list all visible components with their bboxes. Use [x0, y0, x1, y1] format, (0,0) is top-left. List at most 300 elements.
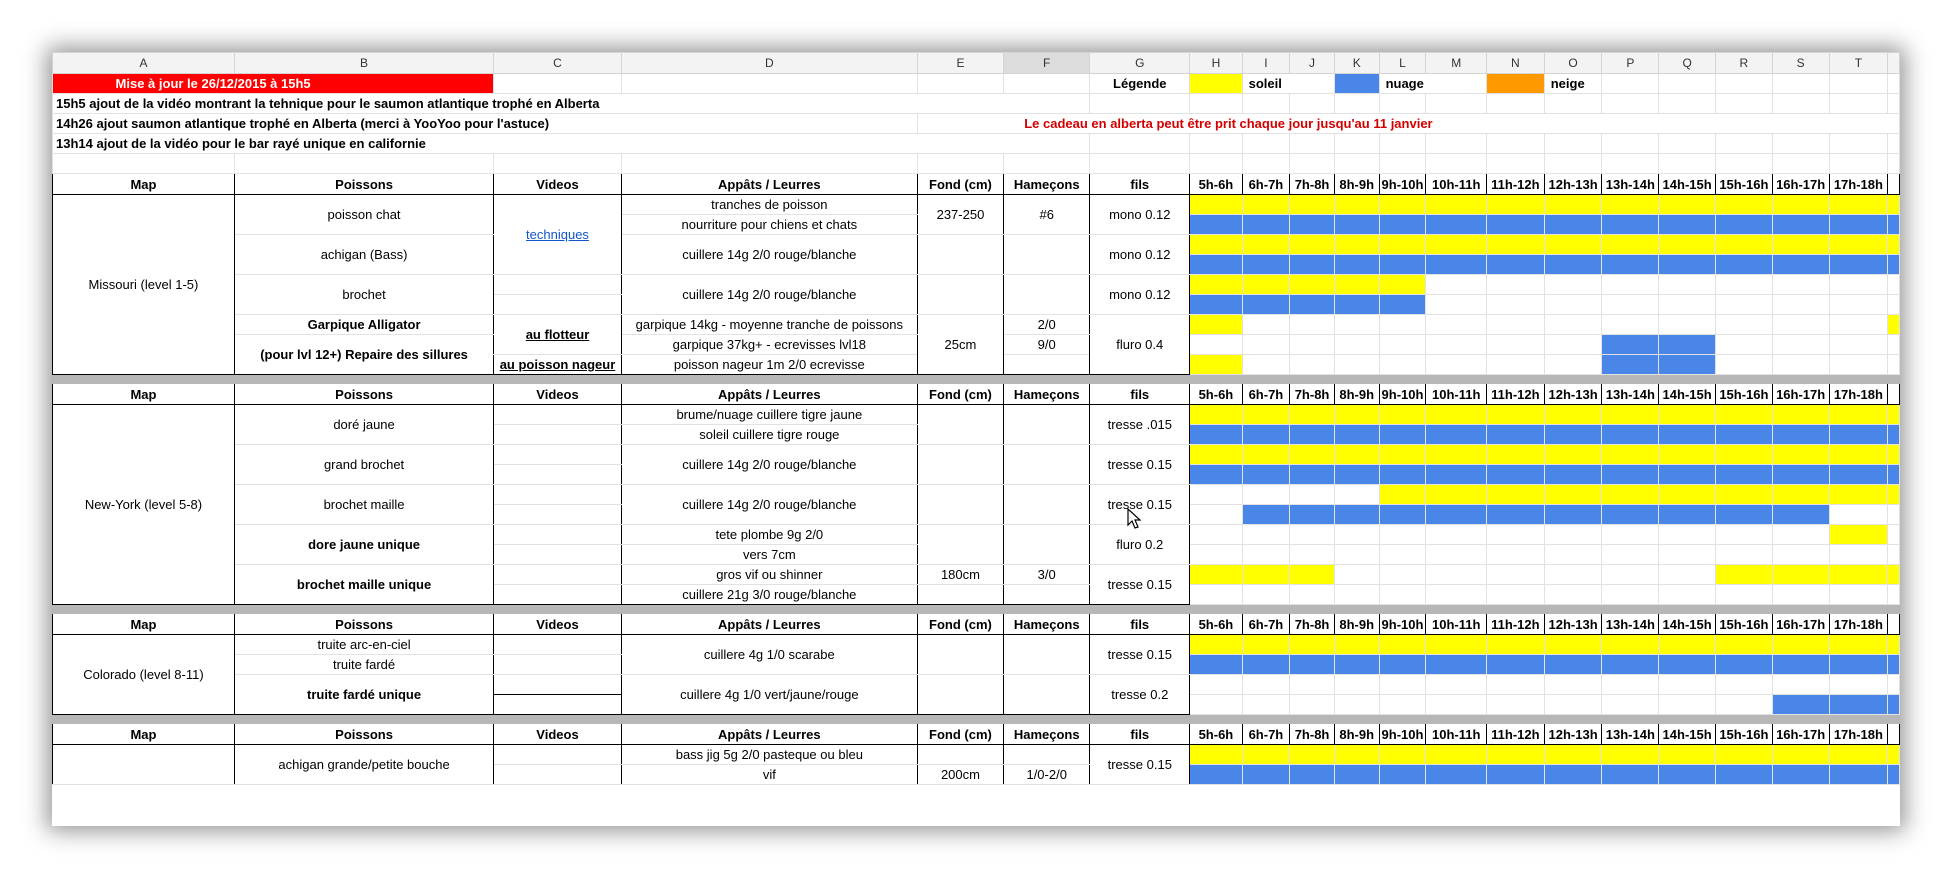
hour-cell[interactable]: [1426, 695, 1487, 715]
cloud-cell[interactable]: [1772, 655, 1829, 675]
hour-cell[interactable]: [1772, 335, 1829, 355]
hour-header[interactable]: 12h-13h: [1544, 614, 1602, 635]
hour-cell[interactable]: [1772, 275, 1829, 295]
hour-cell[interactable]: [1379, 695, 1426, 715]
cell[interactable]: [1379, 134, 1426, 154]
sun-cell[interactable]: [1242, 195, 1290, 215]
cloud-cell[interactable]: [1602, 465, 1659, 485]
sun-cell[interactable]: [1487, 485, 1545, 505]
cell[interactable]: [1004, 74, 1090, 94]
video-cell[interactable]: [494, 485, 622, 505]
cloud-cell[interactable]: [1426, 465, 1487, 485]
hour-cell[interactable]: [1772, 545, 1829, 565]
cell[interactable]: [1716, 134, 1773, 154]
sun-cell[interactable]: [1772, 485, 1829, 505]
hour-cell[interactable]: [1602, 295, 1659, 315]
header-fish[interactable]: Poissons: [234, 174, 493, 195]
cloud-cell[interactable]: [1659, 465, 1716, 485]
bait-cell[interactable]: bass jig 5g 2/0 pasteque ou bleu: [621, 745, 917, 765]
fish-cell[interactable]: brochet: [234, 275, 493, 315]
sun-cell[interactable]: [1290, 275, 1335, 295]
cloud-cell[interactable]: [1602, 335, 1659, 355]
sun-cell[interactable]: [1290, 565, 1335, 585]
hour-cell[interactable]: [1426, 335, 1487, 355]
depth-cell[interactable]: 180cm: [917, 565, 1003, 585]
cell[interactable]: [1487, 154, 1545, 174]
cloud-cell[interactable]: [1659, 765, 1716, 785]
bait-cell[interactable]: nourriture pour chiens et chats: [621, 215, 917, 235]
sun-cell[interactable]: [1716, 565, 1773, 585]
fish-cell[interactable]: grand brochet: [234, 445, 493, 485]
hour-header[interactable]: 11h-12h: [1487, 384, 1545, 405]
depth-cell[interactable]: [917, 445, 1003, 485]
cloud-cell[interactable]: [1602, 765, 1659, 785]
column-header-q[interactable]: Q: [1659, 53, 1716, 74]
sun-cell[interactable]: [1772, 635, 1829, 655]
sun-cell[interactable]: [1379, 445, 1426, 465]
update-banner[interactable]: Mise à jour le 26/12/2015 à 15h5: [53, 74, 494, 94]
hour-cell[interactable]: [1829, 295, 1888, 315]
cell[interactable]: [1544, 154, 1602, 174]
bait-cell[interactable]: tranches de poisson: [621, 195, 917, 215]
cell[interactable]: [1334, 154, 1379, 174]
hour-cell[interactable]: [1242, 485, 1290, 505]
sun-cell[interactable]: [1716, 635, 1773, 655]
hour-cell[interactable]: [1602, 545, 1659, 565]
hour-header[interactable]: 15h-16h: [1716, 614, 1773, 635]
sun-cell[interactable]: [1190, 315, 1242, 335]
hour-cell[interactable]: [1379, 565, 1426, 585]
cloud-cell[interactable]: [1242, 425, 1290, 445]
cell[interactable]: [1426, 134, 1487, 154]
sun-cell[interactable]: [1487, 235, 1545, 255]
cell[interactable]: [1602, 94, 1659, 114]
hour-cell[interactable]: [1602, 585, 1659, 605]
hour-cell[interactable]: [1487, 315, 1545, 335]
line-cell[interactable]: tresse 0.15: [1090, 445, 1190, 485]
hour-header[interactable]: 9h-10h: [1379, 614, 1426, 635]
cloud-cell[interactable]: [1544, 255, 1602, 275]
cell[interactable]: [1602, 74, 1659, 94]
hour-cell[interactable]: [1379, 585, 1426, 605]
header-map[interactable]: Map: [53, 724, 235, 745]
hour-header[interactable]: 10h-11h: [1426, 724, 1487, 745]
depth-cell[interactable]: [917, 405, 1003, 445]
sun-cell[interactable]: [1772, 235, 1829, 255]
sun-cell[interactable]: [1426, 195, 1487, 215]
hour-header[interactable]: 15h-16h: [1716, 724, 1773, 745]
cloud-cell[interactable]: [1829, 695, 1888, 715]
fish-cell[interactable]: poisson chat: [234, 195, 493, 235]
hook-cell[interactable]: 2/0: [1004, 315, 1090, 335]
sun-cell[interactable]: [1716, 195, 1773, 215]
hook-cell[interactable]: [1004, 275, 1090, 315]
video-cell[interactable]: [494, 695, 622, 715]
sun-cell[interactable]: [1426, 405, 1487, 425]
gift-note[interactable]: Le cadeau en alberta peut être prit chaque jour jusqu'au 11 janvier: [917, 114, 1899, 134]
cloud-cell[interactable]: [1426, 215, 1487, 235]
header-bait[interactable]: Appâts / Leurres: [621, 384, 917, 405]
video-float-cell[interactable]: [494, 315, 622, 355]
fish-cell[interactable]: brochet maille unique: [234, 565, 493, 605]
bait-cell[interactable]: cuillere 4g 1/0 scarabe: [621, 635, 917, 675]
hour-cell[interactable]: [1190, 485, 1242, 505]
hour-cell[interactable]: [1888, 355, 1900, 375]
cell[interactable]: [1487, 94, 1545, 114]
sun-cell[interactable]: [1334, 235, 1379, 255]
sun-cell[interactable]: [1829, 405, 1888, 425]
hour-header[interactable]: 8h-9h: [1334, 614, 1379, 635]
hour-cell[interactable]: [1487, 545, 1545, 565]
cloud-cell[interactable]: [1544, 215, 1602, 235]
sun-cell[interactable]: [1888, 485, 1900, 505]
hour-cell[interactable]: [1334, 485, 1379, 505]
hour-cell[interactable]: [1544, 695, 1602, 715]
cloud-cell[interactable]: [1602, 425, 1659, 445]
hour-cell[interactable]: [1242, 315, 1290, 335]
hour-cell[interactable]: [1334, 585, 1379, 605]
cloud-cell[interactable]: [1544, 505, 1602, 525]
bait-cell[interactable]: cuillere 14g 2/0 rouge/blanche: [621, 235, 917, 275]
hook-cell[interactable]: [1004, 635, 1090, 675]
hour-cell[interactable]: [1290, 485, 1335, 505]
cloud-cell[interactable]: [1242, 215, 1290, 235]
hour-cell[interactable]: [1888, 275, 1900, 295]
hour-cell[interactable]: [1190, 675, 1242, 695]
cell[interactable]: [1487, 134, 1545, 154]
hour-cell[interactable]: [1487, 525, 1545, 545]
hour-cell[interactable]: [1290, 675, 1335, 695]
hour-header[interactable]: 14h-15h: [1659, 724, 1716, 745]
hour-cell[interactable]: [1716, 585, 1773, 605]
sun-cell[interactable]: [1544, 235, 1602, 255]
sun-cell[interactable]: [1888, 565, 1900, 585]
cloud-cell[interactable]: [1772, 765, 1829, 785]
sun-cell[interactable]: [1379, 635, 1426, 655]
cell[interactable]: [1888, 384, 1900, 405]
sun-cell[interactable]: [1334, 195, 1379, 215]
legend-title[interactable]: Légende: [1090, 74, 1190, 94]
bait-cell[interactable]: cuillere 4g 1/0 vert/jaune/rouge: [621, 675, 917, 715]
cell[interactable]: [1888, 724, 1900, 745]
cloud-cell[interactable]: [1334, 425, 1379, 445]
hour-cell[interactable]: [1659, 295, 1716, 315]
sun-cell[interactable]: [1379, 235, 1426, 255]
line-cell[interactable]: mono 0.12: [1090, 195, 1190, 235]
hour-cell[interactable]: [1888, 585, 1900, 605]
cloud-cell[interactable]: [1334, 465, 1379, 485]
cloud-cell[interactable]: [1544, 655, 1602, 675]
sun-cell[interactable]: [1190, 565, 1242, 585]
sun-cell[interactable]: [1888, 745, 1900, 765]
hour-header[interactable]: 5h-6h: [1190, 724, 1242, 745]
hour-header[interactable]: 10h-11h: [1426, 384, 1487, 405]
hour-header[interactable]: 9h-10h: [1379, 724, 1426, 745]
hour-cell[interactable]: [1544, 275, 1602, 295]
bait-cell[interactable]: garpique 37kg+ - ecrevisses lvl18: [621, 335, 917, 355]
header-videos[interactable]: Videos: [494, 614, 622, 635]
hour-cell[interactable]: [1716, 525, 1773, 545]
cloud-cell[interactable]: [1659, 355, 1716, 375]
cloud-cell[interactable]: [1487, 505, 1545, 525]
cloud-cell[interactable]: [1190, 655, 1242, 675]
cloud-cell[interactable]: [1772, 505, 1829, 525]
sun-cell[interactable]: [1426, 635, 1487, 655]
sun-cell[interactable]: [1772, 745, 1829, 765]
hour-cell[interactable]: [1487, 565, 1545, 585]
depth-cell[interactable]: [917, 235, 1003, 275]
video-cell[interactable]: [494, 505, 622, 525]
hour-header[interactable]: 16h-17h: [1772, 614, 1829, 635]
cloud-cell[interactable]: [1772, 695, 1829, 715]
hour-header[interactable]: 13h-14h: [1602, 724, 1659, 745]
cloud-cell[interactable]: [1190, 465, 1242, 485]
video-swimbait-link[interactable]: au poisson nageur: [499, 357, 616, 372]
hour-header[interactable]: 7h-8h: [1290, 384, 1335, 405]
hour-cell[interactable]: [1888, 335, 1900, 355]
legend-cloud-swatch[interactable]: [1334, 74, 1379, 94]
video-float-link[interactable]: au flotteur: [525, 327, 590, 342]
hour-cell[interactable]: [1379, 675, 1426, 695]
hour-cell[interactable]: [1426, 275, 1487, 295]
sun-cell[interactable]: [1829, 525, 1888, 545]
hour-header[interactable]: 13h-14h: [1602, 614, 1659, 635]
cell[interactable]: [1544, 134, 1602, 154]
depth-cell[interactable]: 25cm: [917, 315, 1003, 375]
cloud-cell[interactable]: [1290, 765, 1335, 785]
fish-cell[interactable]: doré jaune: [234, 405, 493, 445]
column-header-t[interactable]: T: [1829, 53, 1888, 74]
cell[interactable]: [1716, 74, 1773, 94]
depth-cell[interactable]: [917, 485, 1003, 525]
sun-cell[interactable]: [1716, 745, 1773, 765]
column-header-b[interactable]: B: [234, 53, 493, 74]
cell[interactable]: [1190, 94, 1242, 114]
header-line[interactable]: fils: [1090, 724, 1190, 745]
hour-header[interactable]: 16h-17h: [1772, 724, 1829, 745]
sun-cell[interactable]: [1242, 405, 1290, 425]
hook-cell[interactable]: [1004, 405, 1090, 445]
cell[interactable]: [1888, 154, 1900, 174]
hour-cell[interactable]: [1716, 545, 1773, 565]
hour-cell[interactable]: [1602, 275, 1659, 295]
column-header-n[interactable]: N: [1487, 53, 1545, 74]
hour-header[interactable]: 15h-16h: [1716, 174, 1773, 195]
sun-cell[interactable]: [1772, 445, 1829, 465]
sun-cell[interactable]: [1659, 405, 1716, 425]
sun-cell[interactable]: [1242, 745, 1290, 765]
cloud-cell[interactable]: [1190, 765, 1242, 785]
hour-cell[interactable]: [1379, 355, 1426, 375]
legend-snow-swatch[interactable]: [1487, 74, 1545, 94]
column-header-c[interactable]: C: [494, 53, 622, 74]
legend-cloud-label[interactable]: nuage: [1379, 74, 1486, 94]
sun-cell[interactable]: [1716, 235, 1773, 255]
fish-cell[interactable]: truite fardé unique: [234, 675, 493, 715]
map-newyork[interactable]: New-York (level 5-8): [53, 405, 235, 605]
sun-cell[interactable]: [1602, 635, 1659, 655]
cloud-cell[interactable]: [1544, 765, 1602, 785]
sun-cell[interactable]: [1334, 275, 1379, 295]
hour-cell[interactable]: [1334, 565, 1379, 585]
cloud-cell[interactable]: [1379, 765, 1426, 785]
cell[interactable]: [494, 74, 622, 94]
cloud-cell[interactable]: [1334, 295, 1379, 315]
hour-cell[interactable]: [1659, 525, 1716, 545]
sun-cell[interactable]: [1829, 565, 1888, 585]
cell[interactable]: [234, 154, 493, 174]
sun-cell[interactable]: [1659, 195, 1716, 215]
hour-cell[interactable]: [1602, 565, 1659, 585]
hour-cell[interactable]: [1544, 675, 1602, 695]
hour-cell[interactable]: [1659, 565, 1716, 585]
line-cell[interactable]: fluro 0.4: [1090, 315, 1190, 375]
sun-cell[interactable]: [1544, 485, 1602, 505]
cloud-cell[interactable]: [1716, 255, 1773, 275]
hour-cell[interactable]: [1829, 505, 1888, 525]
hour-cell[interactable]: [1487, 295, 1545, 315]
video-cell[interactable]: [494, 585, 622, 605]
bait-cell[interactable]: cuillere 14g 2/0 rouge/blanche: [621, 275, 917, 315]
cloud-cell[interactable]: [1379, 215, 1426, 235]
hour-cell[interactable]: [1379, 315, 1426, 335]
hour-cell[interactable]: [1772, 295, 1829, 315]
hour-cell[interactable]: [1190, 505, 1242, 525]
fish-cell[interactable]: brochet maille: [234, 485, 493, 525]
hour-cell[interactable]: [1242, 525, 1290, 545]
fish-cell[interactable]: truite arc-en-ciel: [234, 635, 493, 655]
hour-cell[interactable]: [1334, 335, 1379, 355]
sun-cell[interactable]: [1659, 635, 1716, 655]
cloud-cell[interactable]: [1829, 655, 1888, 675]
hour-header[interactable]: 6h-7h: [1242, 614, 1290, 635]
cell[interactable]: [917, 74, 1003, 94]
sun-cell[interactable]: [1379, 405, 1426, 425]
hour-header[interactable]: 10h-11h: [1426, 174, 1487, 195]
hour-cell[interactable]: [1659, 275, 1716, 295]
hour-cell[interactable]: [1190, 525, 1242, 545]
sun-cell[interactable]: [1334, 745, 1379, 765]
header-line[interactable]: fils: [1090, 384, 1190, 405]
video-cell[interactable]: [494, 425, 622, 445]
sun-cell[interactable]: [1544, 635, 1602, 655]
sun-cell[interactable]: [1829, 445, 1888, 465]
sun-cell[interactable]: [1829, 745, 1888, 765]
sun-cell[interactable]: [1426, 445, 1487, 465]
line-cell[interactable]: tresse 0.15: [1090, 745, 1190, 785]
cell[interactable]: [1888, 614, 1900, 635]
column-header-k[interactable]: K: [1334, 53, 1379, 74]
cloud-cell[interactable]: [1379, 295, 1426, 315]
bait-cell[interactable]: cuillere 21g 3/0 rouge/blanche: [621, 585, 917, 605]
sun-cell[interactable]: [1379, 485, 1426, 505]
cloud-cell[interactable]: [1379, 465, 1426, 485]
cell[interactable]: [1716, 154, 1773, 174]
bait-cell[interactable]: poisson nageur 1m 2/0 ecrevisse: [621, 355, 917, 375]
sun-cell[interactable]: [1544, 405, 1602, 425]
hour-header[interactable]: 8h-9h: [1334, 724, 1379, 745]
cell[interactable]: [1334, 134, 1379, 154]
sun-cell[interactable]: [1290, 195, 1335, 215]
sun-cell[interactable]: [1829, 635, 1888, 655]
hour-cell[interactable]: [1290, 335, 1335, 355]
hour-cell[interactable]: [1242, 335, 1290, 355]
hook-cell[interactable]: 3/0: [1004, 565, 1090, 585]
hour-cell[interactable]: [1659, 585, 1716, 605]
hour-cell[interactable]: [1334, 525, 1379, 545]
cloud-cell[interactable]: [1334, 255, 1379, 275]
cell[interactable]: [1242, 134, 1290, 154]
line-cell[interactable]: mono 0.12: [1090, 235, 1190, 275]
depth-cell[interactable]: [917, 675, 1003, 715]
sun-cell[interactable]: [1290, 405, 1335, 425]
hour-cell[interactable]: [1379, 525, 1426, 545]
hour-header[interactable]: 10h-11h: [1426, 614, 1487, 635]
sun-cell[interactable]: [1190, 195, 1242, 215]
sun-cell[interactable]: [1544, 745, 1602, 765]
sun-cell[interactable]: [1487, 405, 1545, 425]
sun-cell[interactable]: [1487, 745, 1545, 765]
hour-header[interactable]: 7h-8h: [1290, 174, 1335, 195]
column-header-l[interactable]: L: [1379, 53, 1426, 74]
cell[interactable]: [1190, 154, 1242, 174]
hour-cell[interactable]: [1290, 695, 1335, 715]
hour-cell[interactable]: [1426, 525, 1487, 545]
header-bait[interactable]: Appâts / Leurres: [621, 724, 917, 745]
cloud-cell[interactable]: [1290, 255, 1335, 275]
hour-header[interactable]: 8h-9h: [1334, 384, 1379, 405]
hour-cell[interactable]: [1242, 355, 1290, 375]
hour-cell[interactable]: [1544, 565, 1602, 585]
header-line[interactable]: fils: [1090, 614, 1190, 635]
hour-cell[interactable]: [1716, 695, 1773, 715]
cell[interactable]: [1716, 94, 1773, 114]
cloud-cell[interactable]: [1242, 465, 1290, 485]
hour-header[interactable]: 11h-12h: [1487, 614, 1545, 635]
legend-snow-label[interactable]: neige: [1544, 74, 1602, 94]
hour-cell[interactable]: [1544, 585, 1602, 605]
cloud-cell[interactable]: [1772, 465, 1829, 485]
line-cell[interactable]: tresse 0.15: [1090, 485, 1190, 525]
video-techniques-link-text[interactable]: techniques: [526, 227, 589, 242]
sun-cell[interactable]: [1602, 745, 1659, 765]
sun-cell[interactable]: [1888, 635, 1900, 655]
cell[interactable]: [1888, 94, 1900, 114]
cloud-cell[interactable]: [1242, 765, 1290, 785]
hour-header[interactable]: 6h-7h: [1242, 384, 1290, 405]
hour-cell[interactable]: [1487, 675, 1545, 695]
header-videos[interactable]: Videos: [494, 724, 622, 745]
hour-cell[interactable]: [1659, 695, 1716, 715]
column-header-f[interactable]: F: [1004, 53, 1090, 74]
hook-cell[interactable]: [1004, 235, 1090, 275]
video-cell[interactable]: [494, 545, 622, 565]
hour-cell[interactable]: [1716, 295, 1773, 315]
cell[interactable]: [1426, 94, 1487, 114]
video-cell[interactable]: [494, 465, 622, 485]
cell[interactable]: [1379, 94, 1426, 114]
cloud-cell[interactable]: [1290, 655, 1335, 675]
hour-header[interactable]: 17h-18h: [1829, 174, 1888, 195]
hour-cell[interactable]: [1426, 355, 1487, 375]
sun-cell[interactable]: [1379, 275, 1426, 295]
hour-header[interactable]: 12h-13h: [1544, 384, 1602, 405]
header-fish[interactable]: Poissons: [234, 384, 493, 405]
cell[interactable]: [1772, 154, 1829, 174]
cloud-cell[interactable]: [1242, 295, 1290, 315]
column-header-u[interactable]: [1888, 53, 1900, 74]
cell[interactable]: [1888, 74, 1900, 94]
